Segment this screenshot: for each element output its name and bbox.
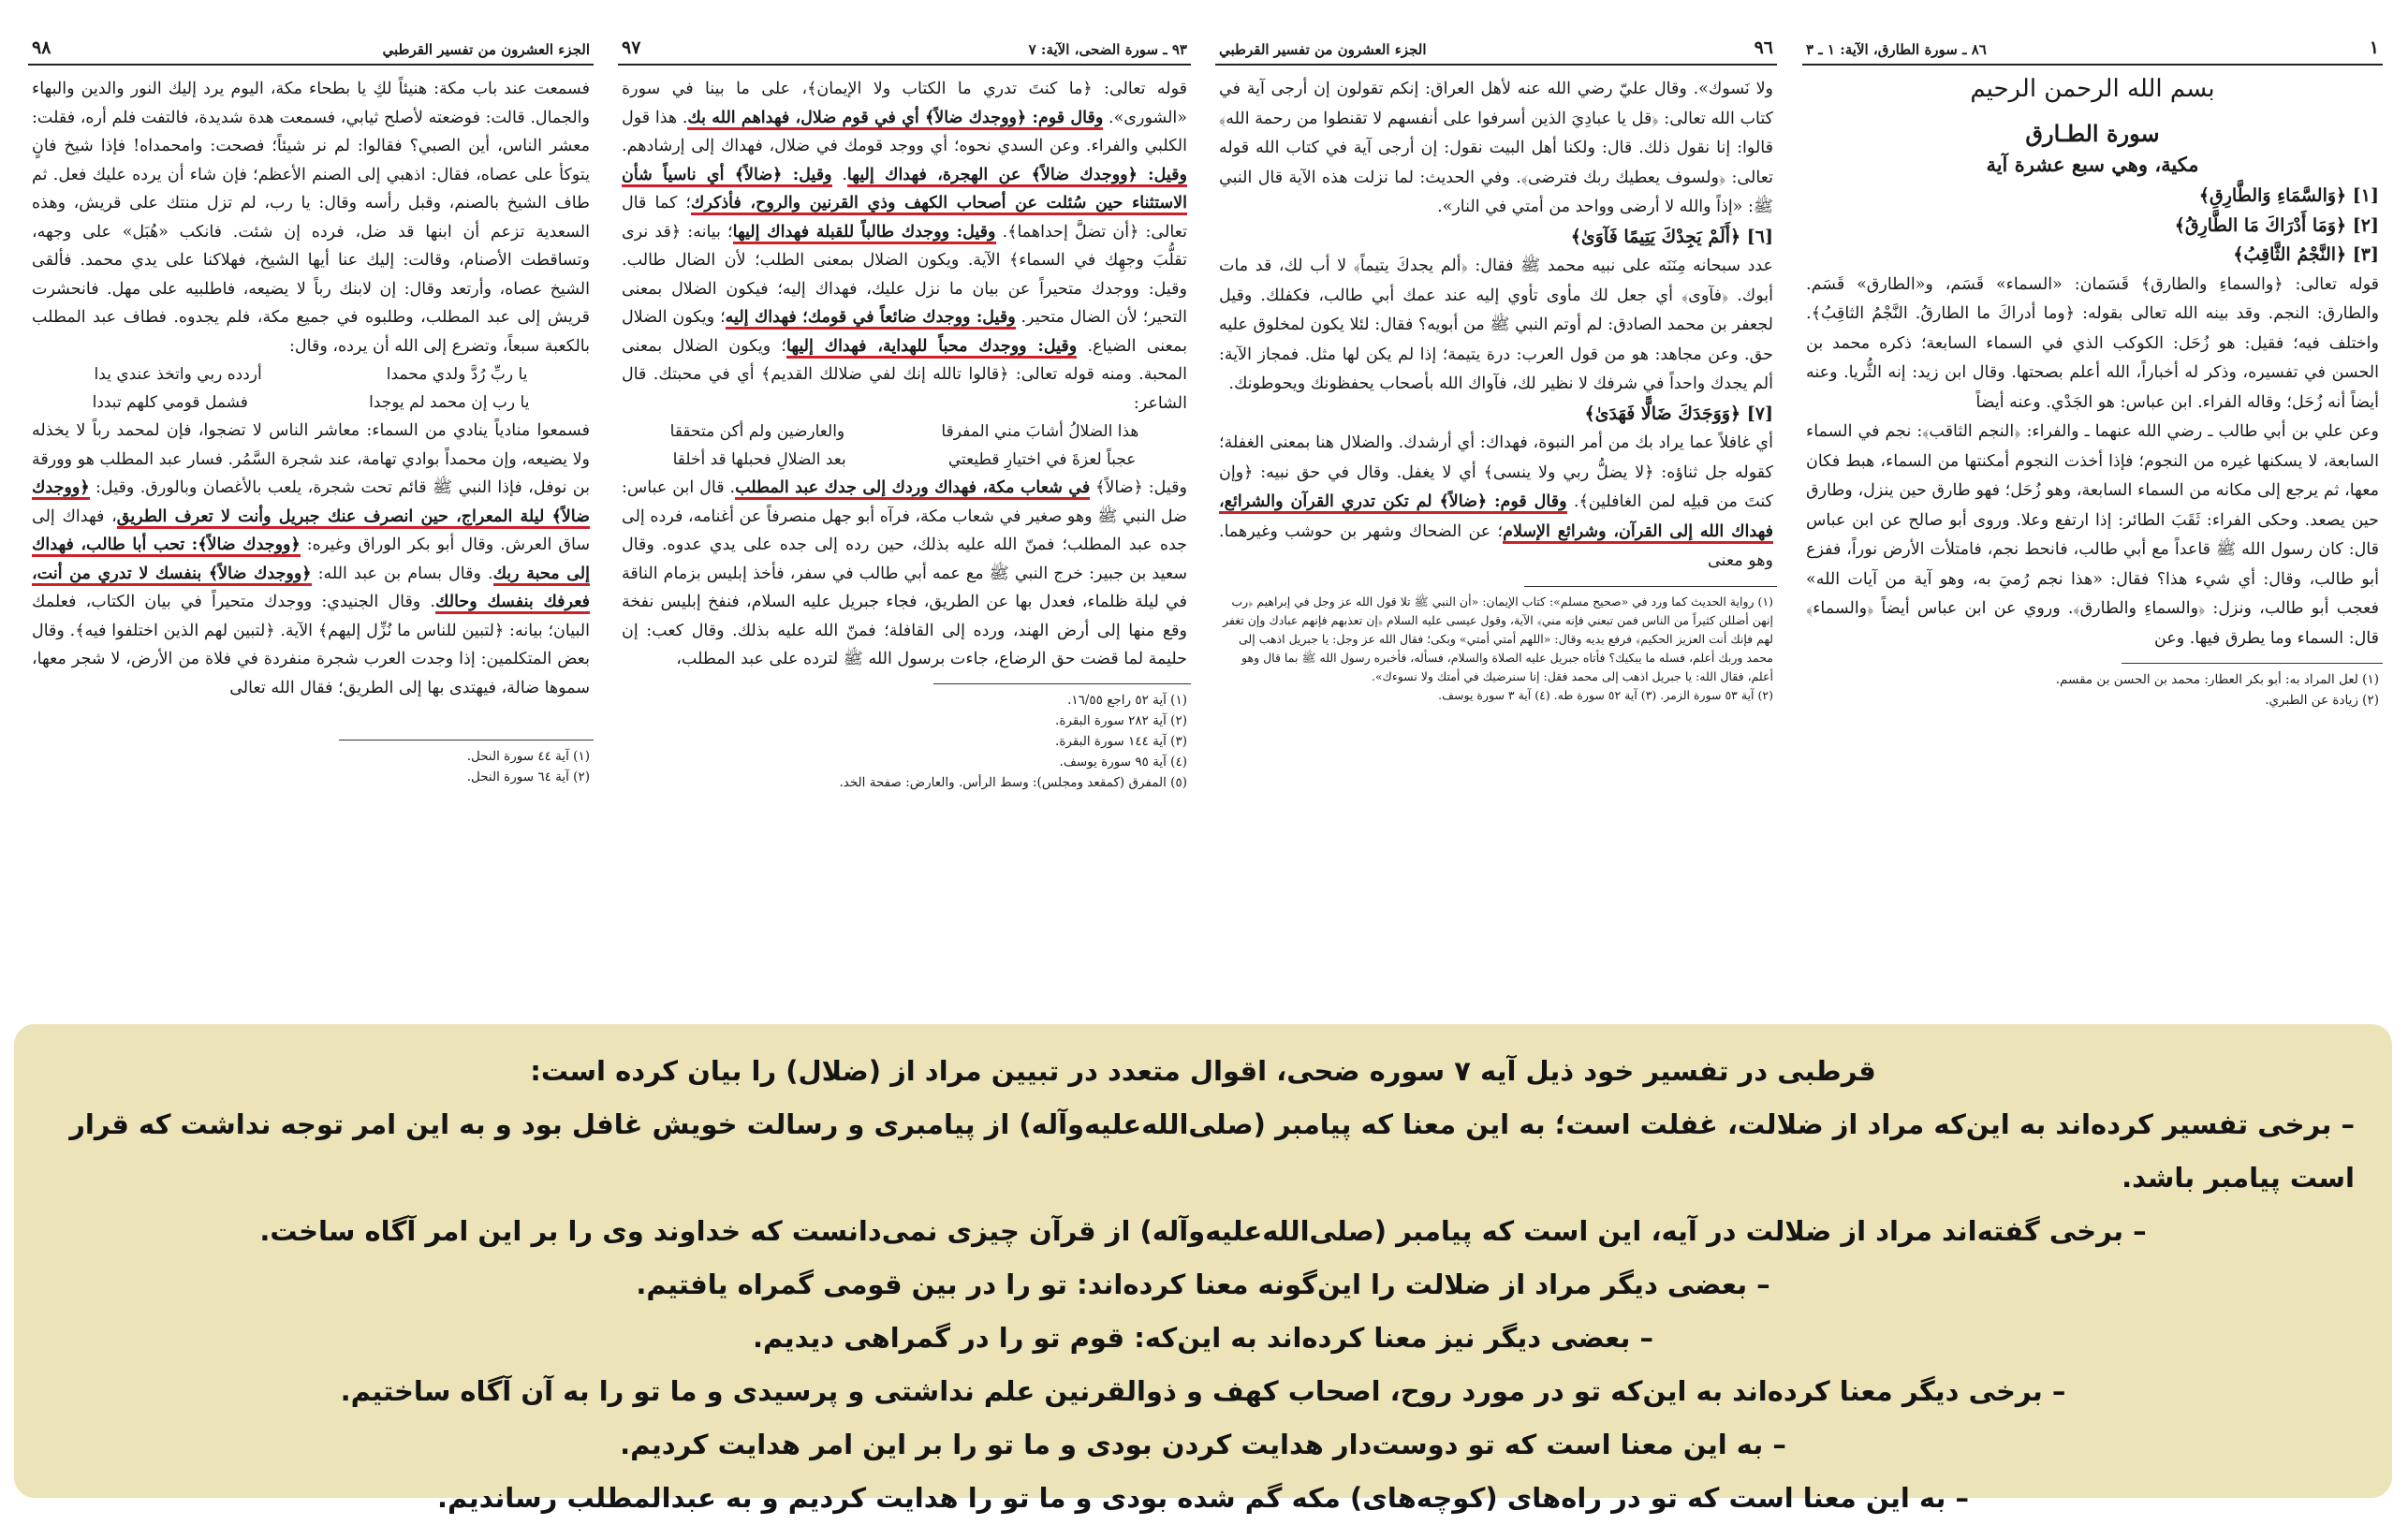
text-run: ؛ كما قال تعالى: ﴿أن تضلَّ إحداهما﴾. [622,194,1187,242]
book-page-3 [618,37,1191,992]
page-header [28,37,594,66]
text-run: . وقال الجنيدي: ووجدك متحيراً في بيان الكتاب، فعلمك البيان؛ بيانه: ﴿لتبين للناس ما نُزِّل إليهم﴾ الآية. ﴿لتبين لهم الذين اختلفوا فيه﴾. وقال بعض المتكلمين: إذا وجدت العرب شجرة منفردة في فلاة من الأرض، لا شجر معها، سموها ضالة، فيهتدى بها إلى الطريق؛ فقال الله تعالى [32,593,590,697]
footnote: (١) رواية الحديث كما ورد في «صحيح مسلم»: كتاب الإيمان: «أن النبي ﷺ تلا قول الله عز وجل في إبراهيم ﴿رب إنهن أضللن كثيراً من الناس فمن تبعني فإنه مني﴾ الآية، وقول عيسى عليه السلام ﴿إن تعذبهم فإنهم عبادك وإن تغفر لهم فإنك أنت العزيز الحكيم﴾ فرفع يديه وقال: «اللهم أمتي أمتي» وبكى؛ فقال الله عز وجل: يا جبريل اذهب إلى محمد وربك أعلم، فسله ما يبكيك؟ فأتاه جبريل عليه الصلاة والسلام، فسأله، فأخبره رسول الله ﷺ بما قال وهو أعلم، فقال الله: يا جبريل اذهب إلى محمد فقل: إنا سنرضيك في أمتك ولا نسوءك». [1223,594,1773,683]
page-header [1802,37,2383,66]
underlined-quote: وقيل: ﴿ووجدك ضالاً﴾ عن الهجرة، فهداك إليها [847,166,1187,187]
poem-hemistich: أردده ربي واتخذ عندي يدا [94,365,262,384]
underlined-quote: ﴿ووجدك ضالاً﴾: تحب أبا طالب، فهداك إلى محبة ربك [32,535,590,586]
underlined-quote: وقيل: ووجدك طالباً للقبلة فهداك إليها [733,223,996,244]
poem-hemistich: والعارضين ولم أكن متحققا [669,422,845,441]
verse-line: [٦] ﴿أَلَمْ يَجِدْكَ يَتِيمًا فَآوَىٰ﴾ [1570,226,1773,247]
footnote: (٣) آية ١٤٤ سورة البقرة. [1055,733,1187,749]
poem-hemistich: يا رب إن محمد لم يوجدا [369,393,530,412]
page-header [618,37,1191,66]
summary-point: – برخی دیگر معنا کرده‌اند به این‌که تو در مورد روح، اصحاب کهف و ذوالقرنین علم نداشتی و پرسیدی و ما تو را به آن آگاه ساختیم. [340,1375,2066,1407]
verse-line: [٣] ﴿النَّجْمُ الثَّاقِبُ﴾ [2233,244,2379,265]
footnote: (٤) آية ٩٥ سورة يوسف. [1059,754,1187,770]
text-run: ؛ عن الضحاك وشهر بن حوشب وغيرهما. وهو معنى [1219,521,1773,570]
text-run: . [831,165,847,184]
text-run: ؛ ويكون الضلال بمعنى المحبة. ومنه قوله تعالى: ﴿قالوا تالله إنك لفي ضلالك القديم﴾ أي في محبتك. قال الشاعر: [622,336,1187,413]
summary-point: – بعضی دیگر نیز معنا کرده‌اند به این‌که: قوم تو را در گمراهی دیدیم. [753,1322,1653,1354]
poem-hemistich: هذا الضلالُ أشابَ مني المفرقا [941,422,1139,441]
summary-point: – برخی تفسیر کرده‌اند به این‌که مراد از ضلالت، غفلت است؛ به این معنا که پیامبر (صلی‌الله‌علیه‌وآله) از پیامبری و رسالت خویش غافل بود و به این امر توجه نداشت که قرار است پیامبر باشد. [69,1108,2355,1194]
footnote: (٢) زيادة عن الطبري. [2265,693,2379,708]
page-number: ١ [2369,37,2379,58]
page-number: ٩٦ [1754,37,1773,58]
footnote: (١) آية ٤٤ سورة النحل. [466,749,590,764]
body-paragraph: فسمعت عند باب مكة: هنيئاً لكِ يا بطحاء مكة، اليوم يرد إليك النور والدين والبهاء والجمال. قالت: فوضعته لأصلح ثيابي، فسمعت هدة شديدة، فالتفت فلم أره، فقلت: معشر الناس، أين الصبي؟ فقالوا: لم نر شيئاً؛ فصحت: وامحمداه! فإذا شيخ فانٍ يتوكأ على عصاه، فقال: اذهبي إلى الصنم الأعظم؛ فإن شاء أن يرده عليك فعل. ثم طاف الشيخ بالصنم، وقبل رأسه وقال: يا رب، لم تزل منتك على قريش، وهذه السعدية تزعم أن ابنها قد ضل، فرده إن شئت. فانكب «هُبَل» على وجهه، وتساقطت الأصنام، وقالت: إليك عنا أيها الشيخ، فهلاكنا على يدي محمد. فألقى الشيخ عصاه، وأرتعد وقال: إن لابنك رباً لا يضيعه، فاطلبيه على مهل. فانحشرت قريش إلى عبد المطلب، وطلبوه في جميع مكة، فلم يجدوه. فطاف عبد المطلب بالكعبة سبعاً، وتضرع إلى الله أن يرده، وقال: [32,80,590,356]
page-header [1215,37,1777,66]
verse-line: [٢] ﴿وَمَا أَدْرَاكَ مَا الطَّارِقُ﴾ [2174,214,2379,236]
poem-line [32,360,590,389]
body-paragraph: قوله تعالى: ﴿والسماءِ والطارق﴾ قَسَمان: «السماء» قَسَم، و«الطارق» قَسَم. والطارق: النجم. وقد بينه الله تعالى بقوله: ﴿وما أدراكَ ما الطارقُ. النَّجْمُ الثاقِبُ﴾. واختلف فيه؛ فقيل: هو زُحَل: الكوكب الذي في السماء السابعة؛ ذكره محمد بن الحسن في تفسيره، وذكر له أخباراً، الله أعلم بصحتها. وقال ابن زيد: إنه الثُّريا. وعنه أيضاً أنه زُحَل؛ وقاله الفراء. ابن عباس: هو الجَدْي. وعنه أيضاً [1806,274,2379,412]
body-paragraph: عدد سبحانه مِنَنَه على نبيه محمد ﷺ فقال: ﴿ألم يجدكَ يتيماً﴾ لا أب لك، قد مات أبوك. ﴿فآوى﴾ أي جعل لك مأوى تأوي إليه عند عمك أبي طالب، فكفلك. وقيل لجعفر بن محمد الصادق: لم أوتم النبي ﷺ من أبويه؟ فقال: لئلا يكون لمخلوق عليه حق. وعن مجاهد: هو من قول العرب: درة يتيمة؛ إذا لم يكن لها مثل. فمجاز الآية: ألم يجدك واحداً في شرفك لا نظير لك، فآواك الله بأصحاب يحفظونك ويحوطونك. [1219,257,1773,393]
underlined-quote: وقال قوم: ﴿ضالاً﴾ لم تكن تدري القرآن والشرائع، فهداك الله إلى القرآن، وشرائع الإسلام [1219,492,1773,544]
text-run: ؛ ويكون الضلال بمعنى الضياع. [622,308,1187,356]
book-page-2 [1215,37,1777,992]
text-run: وقيل: ﴿ضالاً﴾ [1090,478,1187,497]
page-number: ٩٨ [32,37,51,58]
footnote: (١) آية ٥٢ راجع ١٦/٥٥. [1067,692,1187,708]
text-run: قوله تعالى: ﴿ما كنتَ تدري ما الكتاب ولا الإيمان﴾، على ما بينا في سورة «الشورى». [622,80,1187,127]
text-run: . قال ابن عباس: ضل النبي ﷺ وهو صغير في شعاب مكة، فرآه أبو جهل منصرفاً عن أغنامه، فرده إلى جده عبد المطلب؛ فمنّ الله عليه بذلك، حين رده إلى جده على يدي عدوه. وقال سعيد بن جبير: خرج النبي ﷺ مع عمه أبي طالب في سفر، فأخذ إبليس بزمام الناقة في ليلة ظلماء، فعدل بها عن الطريق، فجاء جبريل عليه السلام، فنفخ إبليس نفخة وقع منها إلى أرض الهند، ورده إلى القافلة؛ فمنّ الله عليه بذلك. وقال كعب: إن حليمة لما قضت حق الرضاع، جاءت برسول الله ﷺ لترده على عبد المطلب، [622,478,1187,668]
body-paragraph [622,474,1187,674]
underlined-quote: في شعاب مكة، فهداك وردك إلى جدك عبد المطلب [735,478,1090,500]
text-run: ، فهداك إلى ساق العرش. وقال أبو بكر الوراق وغيره: [32,506,590,554]
underlined-quote: ﴿ووجدك ضالاً﴾ ليلة المعراج، حين انصرف عنك جبريل وأنت لا تعرف الطريق [32,478,590,529]
verse-line: [١] ﴿وَالسَّمَاءِ وَالطَّارِقِ﴾ [2198,185,2379,206]
footnote-divider [1524,586,1777,587]
text-run: . هذا قول الكلبي والفراء. وعن السدي نحوه؛ أي ووجد قومك في ضلال، فهداك إلى إرشادهم. [622,108,1187,155]
body-paragraph: وعن علي بن أبي طالب ـ رضي الله عنهما ـ والفراء: ﴿النجم الثاقب﴾: نجم في السماء السابعة، لا يسكنها غيره من النجوم؛ فإذا أخذت النجوم أمكنتها من السماء، هبط فكان معها، ثم يرجع إلى مكانه من السماء السابعة، وهو زُحَل؛ فهو طارق حين ينزل، وطارق حين يصعد. وحكى الفراء: ثَقَبَ الطائر: إذا ارتفع وعلا. وروى أبو صالح عن ابن عباس قال: كان رسول الله ﷺ قاعداً مع أبي طالب، فانحط نجم، فامتلأت الأرض نوراً، ففزع أبو طالب، وقال: أي شيء هذا؟ فقال: «هذا نجم رُميَ به، وهو آية من آيات الله» فعجب أبو طالب، ونزل: ﴿والسماءِ والطارق﴾. وروي عن ابن عباس أيضاً ﴿والسماء﴾ قال: السماء وما يطرق فيها. وعن [1806,422,2379,648]
summary-point: – برخی گفته‌اند مراد از ضلالت در آیه، این است که پیامبر (صلی‌الله‌علیه‌وآله) از قرآن چیزی نمی‌دانست که خداوند وی را بر این امر آگاه ساخت. [259,1215,2147,1247]
poem-hemistich: يا ربِّ رُدَّ ولدي محمدا [386,365,528,384]
poem-line [32,389,590,417]
body-paragraph: ولا نَسوك». وقال عليّ رضي الله عنه لأهل العراق: إنكم تقولون إن أرجى آية في كتاب الله تعالى: ﴿قل يا عبادِيَ الذين أسرفوا على أنفسهم لا تقنطوا من رحمة الله﴾ قالوا: إنا نقول ذلك. قال: ولكنا أهل البيت نقول: إن أرجى آية في كتاب الله قوله تعالى: ﴿ولسوف يعطيك ربك فترضى﴾. وفي الحديث: لما نزلت هذه الآية قال النبي ﷺ: «إذاً والله لا أرضى وواحد من أمتي في النار». [1219,80,1773,216]
footnote-divider [339,740,594,741]
poem-hemistich: فشمل قومي كلهم تبددا [92,393,248,412]
footnote: (٥) المفرق (كمقعد ومجلس): وسط الرأس. والعارض: صفحة الخد. [839,774,1187,790]
poem-line [622,446,1187,474]
underlined-quote: ﴿ووجدك ضالاً﴾ بنفسك لا تدري من أنت، فعرفك بنفسك وحالك [32,565,590,615]
surah-title: سورة الطـارق [2025,120,2160,147]
summary-point: – به این معنا است که تو دوست‌دار هدایت کردن بودی و ما تو را بر این امر هدایت کردیم. [620,1429,1786,1460]
basmala: بسم الله الرحمن الرحيم [1970,75,2215,103]
footnote: (٢) آية ٦٤ سورة النحل. [466,770,590,784]
footnote-divider [933,683,1191,684]
summary-title: قرطبی در تفسیر خود ذیل آیه ۷ سوره ضحی، اقوال متعدد در تبیین مراد از (ضلال) را بیان کرده است: [530,1055,1876,1087]
footnote-divider [2122,663,2383,664]
header-title: الجزء العشرون من تفسير القرطبي [1219,41,1427,58]
summary-panel [14,1024,2392,1514]
poem-hemistich: بعد الضلالِ فحبلها قد أخلقا [672,450,846,469]
body-paragraph [1219,429,1773,577]
surah-subtitle: مكية، وهي سبع عشرة آية [1986,153,2199,176]
footnote: (٢) آية ٥٣ سورة الزمر. (٣) آية ٥٢ سورة طه. (٤) آية ٣ سورة يوسف. [1438,687,1773,702]
page-number: ٩٧ [622,37,641,58]
header-title: ٨٦ ـ سورة الطارق، الآية: ١ ـ ٣ [1806,41,1987,58]
footnote: (١) لعل المراد به: أبو بكر العطار: محمد بن الحسن بن مقسم. [2055,672,2379,687]
text-run: أي غافلاً عما يراد بك من أمر النبوة، فهداك: أي أرشدك. والضلال هنا بمعنى الغفلة؛ كقوله جل ثناؤه: ﴿لا يضلُّ ربي ولا ينسى﴾ أي لا يغفل. وقال في حق نبيه: ﴿وإن كنتَ من قبلِه لمن الغافلين﴾. [1219,433,1773,511]
text-run: ؛ بيانه: ﴿قد نرى تقلُّبَ وجهِك في السماء﴾ الآية. ويكون الضلال بمعنى الطلب؛ لأن الضال طالب. وقيل: ووجدك متحيراً عن بيان ما نزل عليك، فهداك إليه؛ فيكون الضلال بمعنى التحير؛ لأن الضال متحير. [622,222,1187,327]
book-page-4 [28,37,594,992]
body-paragraph [622,75,1187,418]
verse-line: [٧] ﴿وَوَجَدَكَ ضَالًّا فَهَدَىٰ﴾ [1584,403,1773,424]
underlined-quote: وقيل: ووجدك ضائعاً في قومك؛ فهداك إليه [726,308,1016,330]
summary-point: – بعضی دیگر مراد از ضلالت را این‌گونه معنا کرده‌اند: تو را در بین قومی گمراه یافتیم. [636,1268,1770,1300]
body-paragraph [32,417,590,702]
poem-line [622,418,1187,446]
text-run: فسمعوا منادياً ينادي من السماء: معاشر الناس لا تضجوا، فإن لمحمد رباً لا يخذله ولا يضيعه، وإن محمداً بوادي تهامة، عند شجرة السَّمُر. فسار عبد المطلب هو وورقة بن نوفل، فإذا النبي ﷺ قائم تحت شجرة، يلعب بالأغصان وبالورق. وقيل: [32,421,590,497]
book-page-1 [1802,37,2383,992]
header-title: الجزء العشرون من تفسير القرطبي [382,41,590,58]
header-title: ٩٣ ـ سورة الضحى، الآية: ٧ [1028,41,1187,58]
footnote: (٢) آية ٢٨٢ سورة البقرة. [1055,712,1187,728]
text-run: . وقال بسام بن عبد الله: [311,564,493,583]
underlined-quote: وقيل: ووجدك محباً للهداية، فهداك إليها [786,337,1077,359]
underlined-quote: وقيل: ﴿ضالاً﴾ أي ناسياً شأن الاستثناء حين سُئلت عن أصحاب الكهف وذي القرنين والروح، فأذكرك [622,166,1187,216]
underlined-quote: وقال قوم: ﴿ووجدك ضالاً﴾ أي في قوم ضلال، فهداهم الله بك [687,109,1103,130]
summary-point: – به این معنا است که تو در راه‌های (کوچه‌های) مکه گم شده بودی و ما تو را هدایت کردیم و به عبدالمطلب رساندیم. [436,1482,1970,1514]
poem-hemistich: عجباً لعزةَ في اختيارِ قطيعتي [947,450,1137,469]
